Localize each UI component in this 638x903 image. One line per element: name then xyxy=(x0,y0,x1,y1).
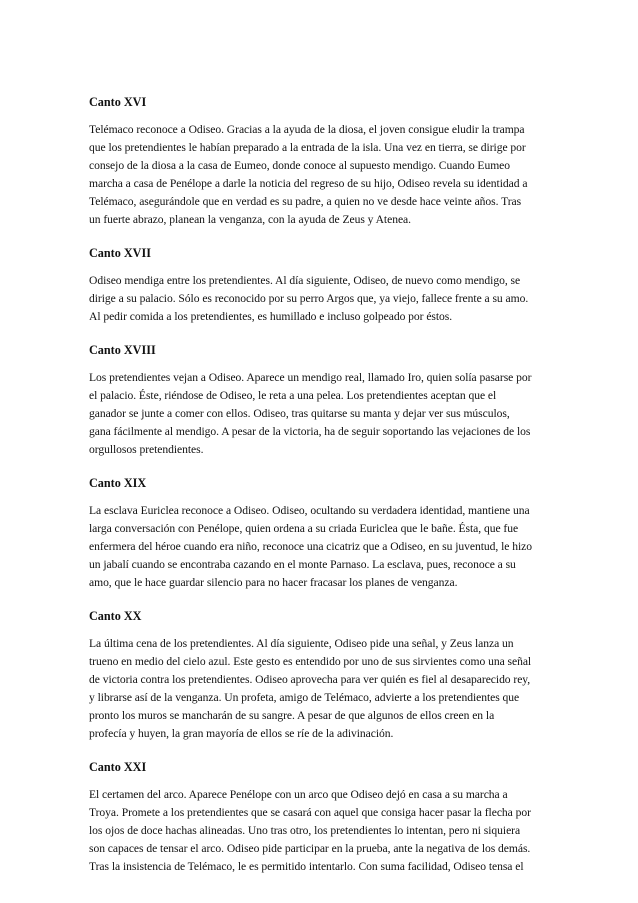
section-heading: Canto XVI xyxy=(89,95,147,109)
text-line: son capaces de tensar el arco. Odiseo pide participar en la prueba, ante la negativa de los demás. xyxy=(89,842,531,855)
text-line: Telémaco reconoce a Odiseo. Gracias a la ayuda de la diosa, el joven consigue eludir la trampa xyxy=(89,123,525,136)
section-heading: Canto XIX xyxy=(89,476,147,490)
text-line: profecía y huyen, la gran mayoría de ellos se ríe de la adivinación. xyxy=(89,727,394,740)
text-line: marcha a casa de Penélope a darle la noticia del regreso de su hijo, Odiseo revela su identidad a xyxy=(89,177,528,190)
section-paragraph xyxy=(89,502,549,592)
section-canto-xix xyxy=(89,474,549,592)
text-line: Odiseo mendiga entre los pretendientes. Al día siguiente, Odiseo, de nuevo como mendigo, se xyxy=(89,274,521,287)
section-paragraph xyxy=(89,635,549,743)
section-canto-xxi xyxy=(89,758,549,876)
text-line: y librarse así de la venganza. Un profeta, amigo de Telémaco, advierte a los pretendientes que xyxy=(89,691,520,704)
section-heading: Canto XXI xyxy=(89,760,147,774)
text-line: Los pretendientes vejan a Odiseo. Aparece un mendigo real, llamado Iro, quien solía pasarse por xyxy=(89,371,532,384)
text-line: larga conversación con Penélope, quien ordena a su criada Euriclea que le bañe. Ésta, que fue xyxy=(89,522,519,535)
text-line: pronto los muros se mancharán de su sangre. A pesar de que algunos de ellos creen en la xyxy=(89,709,495,722)
text-line: trueno en medio del cielo azul. Este gesto es entendido por uno de sus sirvientes como una señal xyxy=(89,655,532,668)
section-canto-xx xyxy=(89,607,549,743)
text-line: ganador se junte a comer con ellos. Odiseo, tras quitarse su manta y dejar ver sus músculos, xyxy=(89,407,510,420)
text-line: enfermera del héroe cuando era niño, reconoce una cicatriz que a Odiseo, en su juventud, le hizo xyxy=(89,540,532,553)
text-line: de victoria contra los pretendientes. Odiseo aprovecha para ver quién es fiel al desaparecido rey, xyxy=(89,673,531,686)
section-paragraph xyxy=(89,272,549,326)
text-line: consejo de la diosa a la casa de Eumeo, donde conoce al supuesto mendigo. Cuando Eumeo xyxy=(89,159,511,172)
section-heading: Canto XVII xyxy=(89,246,151,260)
text-line: El certamen del arco. Aparece Penélope con un arco que Odiseo dejó en casa a su marcha a xyxy=(89,788,508,801)
text-line: orgullosos pretendientes. xyxy=(89,443,204,456)
text-line: La última cena de los pretendientes. Al día siguiente, Odiseo pide una señal, y Zeus lanza un xyxy=(89,637,514,650)
text-line: Al pedir comida a los pretendientes, es humillado e incluso golpeado por éstos. xyxy=(89,310,453,323)
section-paragraph xyxy=(89,786,549,876)
section-paragraph xyxy=(89,369,549,459)
section-canto-xvii xyxy=(89,244,549,326)
text-line: amo, que le hace guardar silencio para no hacer fracasar los planes de venganza. xyxy=(89,576,458,589)
document-page xyxy=(89,93,549,891)
text-line: Troya. Promete a los pretendientes que se casará con aquel que consiga hacer pasar la flecha por xyxy=(89,806,531,819)
section-heading: Canto XVIII xyxy=(89,343,156,357)
text-line: gana fácilmente al mendigo. A pesar de la victoria, ha de seguir soportando las vejaciones de los xyxy=(89,425,531,438)
text-line: un fuerte abrazo, planean la venganza, con la ayuda de Zeus y Atenea. xyxy=(89,213,411,226)
text-line: que los pretendientes le habían preparado a la entrada de la isla. Una vez en tierra, se dirige por xyxy=(89,141,526,154)
text-line: dirige a su palacio. Sólo es reconocido por su perro Argos que, ya viejo, fallece frente a su amo. xyxy=(89,292,529,305)
text-line: un jabalí cuando se encontraba cazando en el monte Parnaso. La esclava, pues, reconoce a su xyxy=(89,558,516,571)
section-canto-xvi xyxy=(89,93,549,229)
text-line: los ojos de doce hachas alineadas. Uno tras otro, los pretendientes lo intentan, pero ni siquiera xyxy=(89,824,521,837)
section-paragraph xyxy=(89,121,549,229)
text-line: Tras la insistencia de Telémaco, le es permitido intentarlo. Con suma facilidad, Odiseo tensa el xyxy=(89,860,524,873)
section-heading: Canto XX xyxy=(89,609,142,623)
text-line: La esclava Euriclea reconoce a Odiseo. Odiseo, ocultando su verdadera identidad, mantiene una xyxy=(89,504,530,517)
text-line: el palacio. Éste, riéndose de Odiseo, le reta a una pelea. Los pretendientes aceptan que el xyxy=(89,389,497,402)
text-line: Telémaco, asegurándole que en verdad es su padre, a quien no ve desde hace veinte años. Tras xyxy=(89,195,522,208)
section-canto-xviii xyxy=(89,341,549,459)
